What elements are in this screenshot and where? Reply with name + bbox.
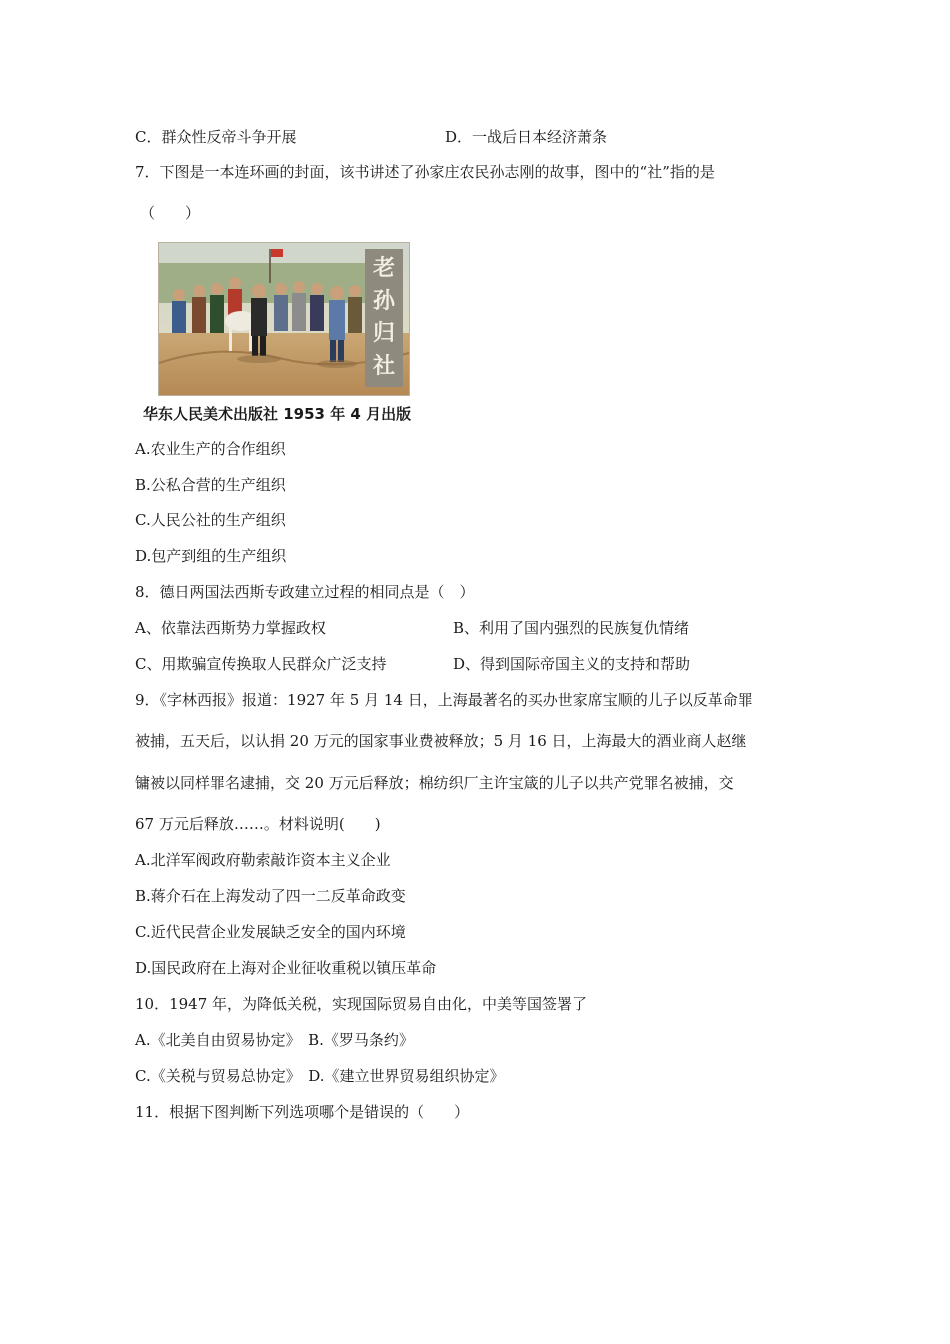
- q9-option-d: D.国民政府在上海对企业征收重税以镇压革命: [135, 959, 437, 977]
- q10-options-cd: C.《关税与贸易总协定》 D.《建立世界贸易组织协定》: [135, 1067, 505, 1085]
- q8-option-c: C、用欺骗宣传换取人民群众广泛支持: [135, 655, 387, 673]
- q9-option-c: C.近代民营企业发展缺乏安全的国内环境: [135, 923, 406, 941]
- q7-option-a: A.农业生产的合作组织: [135, 440, 286, 458]
- comic-cover-image: [158, 242, 410, 396]
- q6-option-d: D．一战后日本经济萧条: [445, 128, 608, 146]
- image-caption: 华东人民美术出版社 1953 年 4 月出版: [143, 405, 412, 423]
- q10-stem: 10．1947 年，为降低关税，实现国际贸易自由化，中美等国签署了: [135, 995, 588, 1013]
- q9-option-a: A.北洋军阀政府勒索敲诈资本主义企业: [135, 851, 391, 869]
- q11-stem: 11．根据下图判断下列选项哪个是错误的（ ）: [135, 1103, 470, 1121]
- q7-blank: （ ）: [140, 204, 201, 222]
- cover-title-char: 老: [372, 256, 395, 282]
- q10-options-ab: A.《北美自由贸易协定》 B.《罗马条约》: [135, 1031, 414, 1049]
- q9-line-2: 被捕，五天后，以认捐 20 万元的国家事业费被释放；5 月 16 日，上海最大的酒业商人赵继: [135, 732, 747, 750]
- q7-option-c: C.人民公社的生产组织: [135, 511, 286, 529]
- cover-title-char: 社: [372, 353, 395, 379]
- q7-stem: 7．下图是一本连环画的封面，该书讲述了孙家庄农民孙志刚的故事，图中的“社”指的是: [135, 163, 715, 181]
- q7-option-d: D.包产到组的生产组织: [135, 547, 287, 565]
- q9-line-3: 镛被以同样罪名逮捕，交 20 万元后释放；棉纺织厂主许宝箴的儿子以共产党罪名被捕，交: [135, 774, 734, 792]
- q8-stem: 8．德日两国法西斯专政建立过程的相同点是（ ）: [135, 583, 475, 601]
- q9-option-b: B.蒋介石在上海发动了四一二反革命政变: [135, 887, 406, 905]
- cover-title-char: 孙: [372, 288, 395, 314]
- q6-option-c: C．群众性反帝斗争开展: [135, 128, 297, 146]
- q9-line-4: 67 万元后释放……。材料说明( ): [135, 815, 381, 833]
- cover-title-char: 归: [372, 321, 395, 347]
- q9-line-1: 9．《字林西报》报道：1927 年 5 月 14 日，上海最著名的买办世家席宝顺的儿子以反革命罪: [135, 691, 753, 709]
- q8-option-b: B、利用了国内强烈的民族复仇情绪: [453, 619, 690, 637]
- q8-option-d: D、得到国际帝国主义的支持和帮助: [453, 655, 691, 673]
- cover-title-strip: [365, 249, 403, 387]
- q7-option-b: B.公私合营的生产组织: [135, 476, 286, 494]
- q8-option-a: A、依靠法西斯势力掌握政权: [135, 619, 326, 637]
